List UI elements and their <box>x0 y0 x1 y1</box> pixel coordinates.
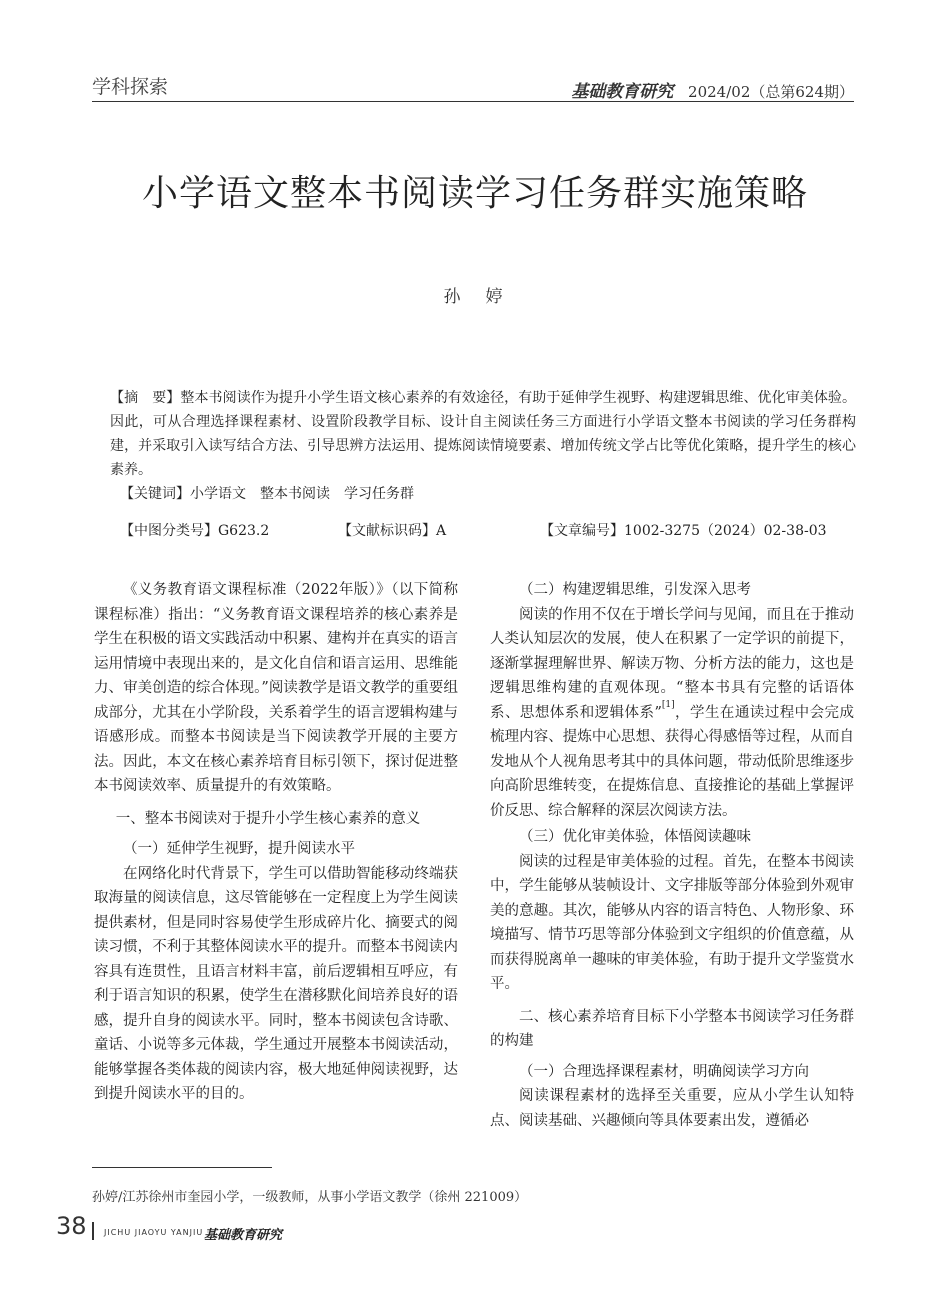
keywords-label: 【关键词】 <box>120 486 190 502</box>
clc-number: 【中图分类号】G623.2 <box>120 523 270 539</box>
section-label: 学科探索 <box>92 76 169 98</box>
abstract-text: 整本书阅读作为提升小学生语文核心素养的有效途径，有助于延伸学生视野、构建逻辑思维、优化审美体验。因此，可从合理选择课程素材、设置阶段教学目标、设计自主阅读任务三方面进行小学语文整本书阅读的学习任务群构建，并采取引入读写结合方法、引导思辨方法运用、提炼阅读情境要素、增加传统文学占比等优化策略，提升学生的核心素养。 <box>110 390 857 478</box>
body-column-right <box>490 578 854 1133</box>
keywords-text: 小学语文 整本书阅读 学习任务群 <box>190 486 414 502</box>
section-heading-2: 二、核心素养培育目标下小学整本书阅读学习任务群的构建 <box>490 1008 854 1049</box>
footer-divider <box>92 1222 94 1240</box>
page-number: 38 <box>56 1212 87 1240</box>
subsection-heading-2-1: （一）合理选择课程素材，明确阅读学习方向 <box>519 1063 809 1080</box>
citation-1: [1] <box>661 699 675 710</box>
subsection-heading-1-3: （三）优化审美体验，体悟阅读趣味 <box>519 829 751 845</box>
paragraph-1-2-part-a: 阅读的作用不仅在于增长学问与见闻，而且在于推动人类认知层次的发展，使人在积累了一定学识的前提下，逐渐掌握理解世界、解读万物、分析方法的能力，这也是逻辑思维构建的直观体现。“整本书具有完整的话语体系、思想体系和逻辑体系” <box>490 606 854 721</box>
section-heading-1: 一、整本书阅读对于提升小学生核心素养的意义 <box>115 810 421 827</box>
journal-name: 基础教育研究 <box>571 82 674 102</box>
paragraph-1-1: 在网络化时代背景下，学生可以借助智能移动终端获取海量的阅读信息，这尽管能够在一定程度上为学生阅读提供素材，但是同时容易使学生形成碎片化、摘要式的阅读习惯，不利于其整体阅读水平的提升。而整本书阅读内容具有连贯性，且语言材料丰富，前后逻辑相互呼应，有利于语言知识的积累，使学生在潜移默化间培养良好的语感，提升自身的阅读水平。同时，整本书阅读包含诗歌、童话、小说等多元体裁，学生通过开展整本书阅读活动，能够掌握各类体裁的阅读内容，极大地延伸阅读视野，达到提升阅读水平的目的。 <box>94 865 458 1102</box>
article-title: 小学语文整本书阅读学习任务群实施策略 <box>141 173 808 214</box>
keywords <box>120 482 414 506</box>
author: 孙 婷 <box>443 287 507 307</box>
abstract-label: 【摘 要】 <box>110 390 181 406</box>
intro-paragraph: 《义务教育语文课程标准（2022年版）》（以下简称课程标准）指出：“义务教育语文课程培养的核心素养是学生在积极的语文实践活动中积累、建构并在真实的语言运用情境中表现出来的，是文化自信和语言运用、思维能力、审美创造的综合体现。”阅读教学是语文教学的重要组成部分，尤其在小学阶段，关系着学生的语言逻辑构建与语感形成。而整本书阅读是当下阅读教学开展的主要方法。因此，本文在核心素养培育目标引领下，探讨促进整本书阅读效率、质量提升的有效策略。 <box>94 582 458 794</box>
subsection-heading-1-2: （二）构建逻辑思维，引发深入思考 <box>519 582 751 598</box>
paragraph-1-2 <box>490 603 854 824</box>
subsection-heading-1-1: （一）延伸学生视野，提升阅读水平 <box>123 841 355 857</box>
header-divider <box>92 101 854 102</box>
body-column-left <box>94 578 458 1107</box>
paragraph-1-3: 阅读的过程是审美体验的过程。首先，在整本书阅读中，学生能够从装帧设计、文字排版等部分体验到外观审美的意趣。其次，能够从内容的语言特色、人物形象、环境描写、情节巧思等部分体验到文字组织的价值意蕴，从而获得脱离单一趣味的审美体验，有助于提升文学鉴赏水平。 <box>490 853 854 992</box>
paragraph-1-2-part-b: ，学生在通读过程中会完成梳理内容、提炼中心思想、获得心得感悟等过程，从而自发地从个人视角思考其中的具体问题，带动低阶思维逐步向高阶思维转变，在提炼信息、直接推论的基础上掌握评价反思、综合解释的深层次阅读方法。 <box>490 704 854 819</box>
article-number: 【文章编号】1002-3275（2024）02-38-03 <box>540 523 827 539</box>
document-code: 【文献标识码】A <box>338 523 447 539</box>
footnote-divider <box>92 1167 272 1168</box>
issue-info: 2024/02（总第624期） <box>688 83 854 101</box>
paragraph-2-1: 阅读课程素材的选择至关重要，应从小学生认知特点、阅读基础、兴趣倾向等具体要素出发，遵循必 <box>490 1088 854 1129</box>
author-footnote: 孙婷/江苏徐州市奎园小学，一级教师，从事小学语文教学（徐州 221009） <box>92 1190 528 1205</box>
footer-journal-logo: 基础教育研究 <box>204 1228 283 1243</box>
abstract <box>110 386 856 482</box>
footer-pinyin: JICHU JIAOYU YANJIU · <box>104 1228 211 1237</box>
journal-header <box>571 77 854 102</box>
